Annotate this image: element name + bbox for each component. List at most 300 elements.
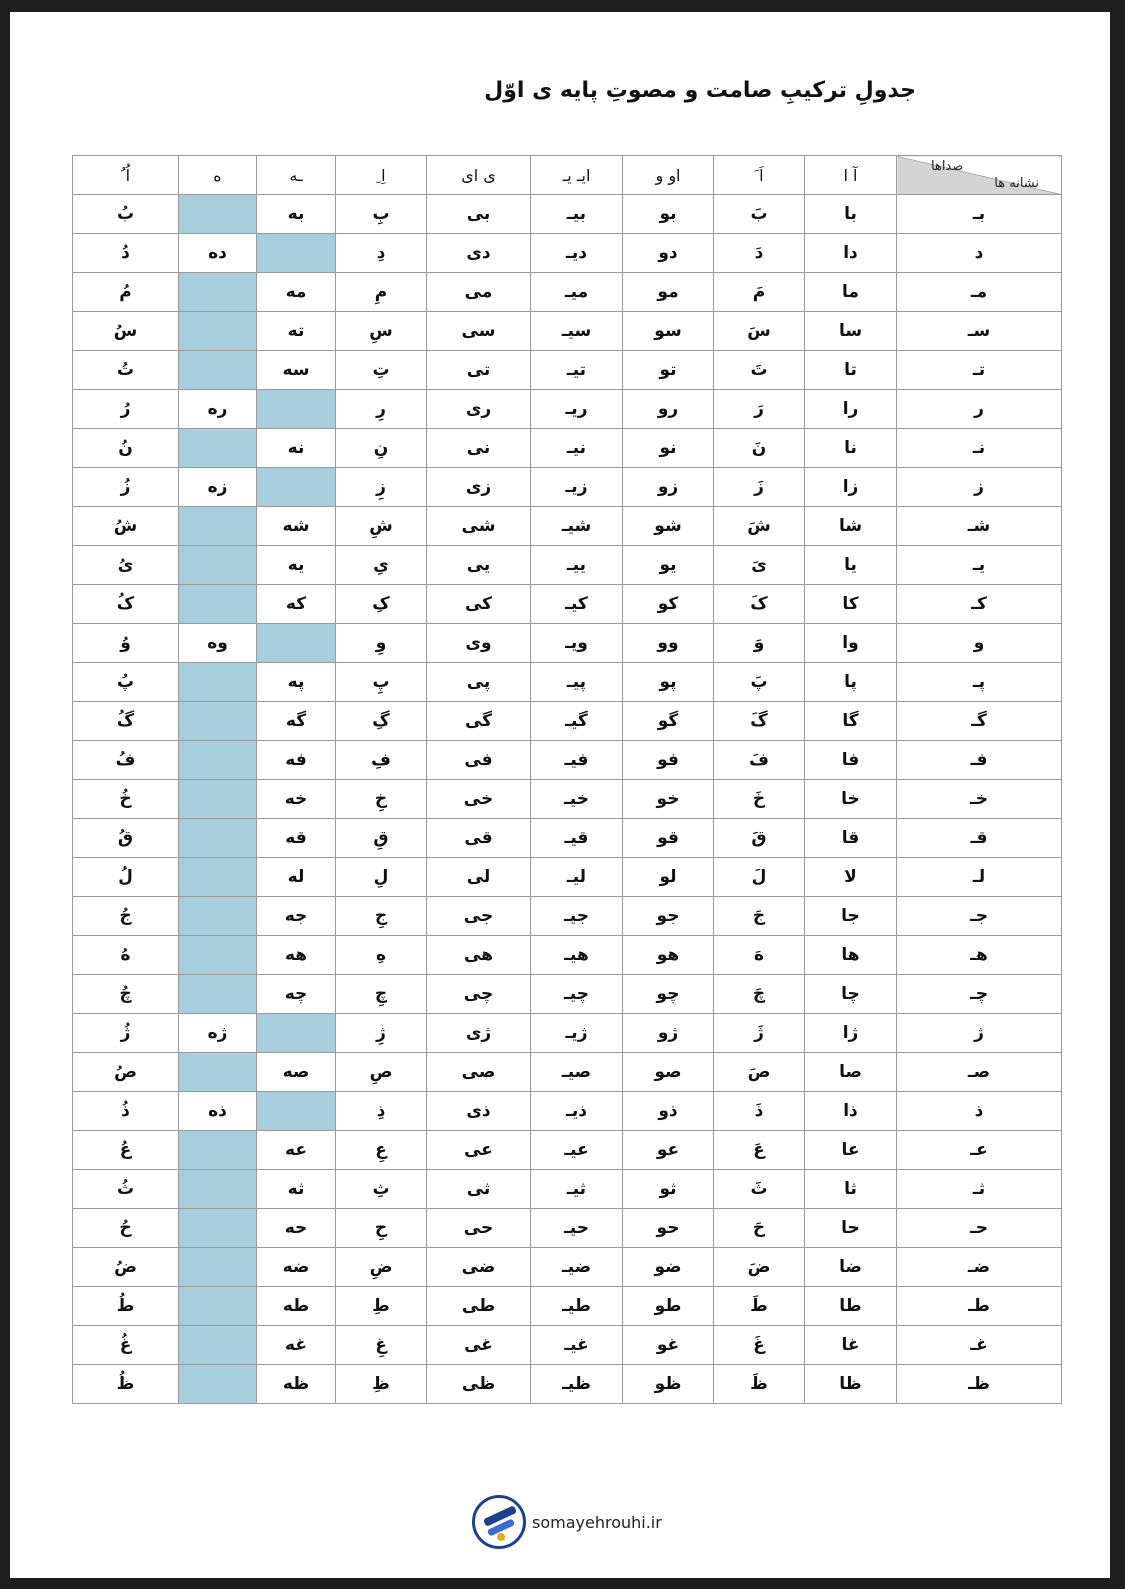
table-row [73,702,1062,741]
syllable-cell: پا [805,663,897,702]
syllable-cell: ظَ [714,1365,805,1404]
consonant-cell: ثـ [897,1170,1062,1209]
syllable-cell: ژی [427,1014,531,1053]
syllable-cell: مو [623,273,714,312]
syllable-cell: ضه [257,1248,336,1287]
document-page [10,12,1110,1578]
syllable-cell: ذَ [714,1092,805,1131]
syllable-cell: زی [427,468,531,507]
shaded-empty-cell [179,741,257,780]
syllable-cell: خو [623,780,714,819]
syllable-cell: هیـ [531,936,623,975]
syllable-cell: گی [427,702,531,741]
syllable-cell: تِ [336,351,427,390]
syllable-cell: یو [623,546,714,585]
shaded-empty-cell [179,429,257,468]
shaded-empty-cell [257,624,336,663]
syllable-cell: هه [257,936,336,975]
syllable-cell: ده [179,234,257,273]
syllable-cell: زو [623,468,714,507]
syllable-cell: غِ [336,1326,427,1365]
consonant-cell: ز [897,468,1062,507]
syllable-cell: پیـ [531,663,623,702]
footer [472,1495,662,1549]
syllable-cell: دُ [73,234,179,273]
syllable-cell: غُ [73,1326,179,1365]
syllable-cell: ضیـ [531,1248,623,1287]
syllable-cell: صه [257,1053,336,1092]
consonant-cell: مـ [897,273,1062,312]
syllable-cell: وی [427,624,531,663]
consonant-cell: عـ [897,1131,1062,1170]
syllable-cell: شیـ [531,507,623,546]
syllable-cell: ویـ [531,624,623,663]
syllable-cell: قُ [73,819,179,858]
syllable-cell: شُ [73,507,179,546]
syllable-cell: رو [623,390,714,429]
syllable-cell: شا [805,507,897,546]
syllable-cell: حُ [73,1209,179,1248]
syllable-cell: زه [179,468,257,507]
syllable-cell: یِ [336,546,427,585]
syllable-cell: جیـ [531,897,623,936]
syllable-cell: ذُ [73,1092,179,1131]
syllable-cell: می [427,273,531,312]
syllable-cell: زیـ [531,468,623,507]
syllable-cell: ذیـ [531,1092,623,1131]
syllable-cell: تی [427,351,531,390]
syllable-cell: عَ [714,1131,805,1170]
table-row [73,819,1062,858]
shaded-empty-cell [179,663,257,702]
syllable-cell: غو [623,1326,714,1365]
syllable-cell: بُ [73,195,179,234]
syllable-cell: دو [623,234,714,273]
syllable-cell: ضا [805,1248,897,1287]
syllable-cell: مَ [714,273,805,312]
table-row [73,585,1062,624]
syllable-cell: نیـ [531,429,623,468]
syllable-cell: کِ [336,585,427,624]
syllable-cell: خِ [336,780,427,819]
syllable-cell: صِ [336,1053,427,1092]
syllable-cell: ژِ [336,1014,427,1053]
shaded-empty-cell [179,546,257,585]
syllable-cell: دِ [336,234,427,273]
table-row [73,1131,1062,1170]
syllable-cell: غه [257,1326,336,1365]
shaded-empty-cell [179,195,257,234]
consonant-cell: ذ [897,1092,1062,1131]
syllable-cell: ذی [427,1092,531,1131]
syllable-cell: لا [805,858,897,897]
syllable-cell: خه [257,780,336,819]
syllable-cell: ژیـ [531,1014,623,1053]
syllable-cell: مُ [73,273,179,312]
syllable-cell: شَ [714,507,805,546]
syllable-cell: نا [805,429,897,468]
consonant-cell: پـ [897,663,1062,702]
table-row [73,975,1062,1014]
table-row [73,390,1062,429]
syllable-cell: لَ [714,858,805,897]
syllable-cell: ظا [805,1365,897,1404]
consonant-cell: چـ [897,975,1062,1014]
syllable-cell: جَ [714,897,805,936]
syllable-cell: کُ [73,585,179,624]
syllable-cell: طه [257,1287,336,1326]
syllable-cell: ژو [623,1014,714,1053]
syllable-cell: شی [427,507,531,546]
syllable-cell: طُ [73,1287,179,1326]
syllable-cell: رُ [73,390,179,429]
shaded-empty-cell [179,1131,257,1170]
syllable-cell: دَ [714,234,805,273]
syllable-cell: وا [805,624,897,663]
syllable-cell: ژُ [73,1014,179,1053]
syllable-cell: را [805,390,897,429]
syllable-cell: صی [427,1053,531,1092]
syllable-cell: طی [427,1287,531,1326]
syllable-cell: ثُ [73,1170,179,1209]
syllable-cell: نِ [336,429,427,468]
syllable-cell: طِ [336,1287,427,1326]
syllable-cell: ذِ [336,1092,427,1131]
syllable-cell: وُ [73,624,179,663]
shaded-empty-cell [179,1053,257,1092]
syllable-cell: یا [805,546,897,585]
consonant-cell: ر [897,390,1062,429]
table-row [73,1365,1062,1404]
syllable-cell: عو [623,1131,714,1170]
table-row [73,1209,1062,1248]
syllable-cell: با [805,195,897,234]
syllable-cell: صَ [714,1053,805,1092]
syllable-cell: قو [623,819,714,858]
syllable-cell: صُ [73,1053,179,1092]
syllable-cell: خُ [73,780,179,819]
syllable-cell: گِ [336,702,427,741]
syllable-cell: طو [623,1287,714,1326]
syllable-cell: صیـ [531,1053,623,1092]
syllable-cell: پی [427,663,531,702]
syllable-cell: پُ [73,663,179,702]
syllable-cell: فا [805,741,897,780]
syllable-cell: غَ [714,1326,805,1365]
syllable-cell: ثا [805,1170,897,1209]
syllable-cell: زِ [336,468,427,507]
syllable-cell: رَ [714,390,805,429]
syllable-cell: غی [427,1326,531,1365]
syllable-cell: گو [623,702,714,741]
shaded-empty-cell [179,585,257,624]
consonant-cell: ضـ [897,1248,1062,1287]
syllable-cell: حی [427,1209,531,1248]
syllable-cell: رِ [336,390,427,429]
syllable-cell: جی [427,897,531,936]
syllable-cell: دا [805,234,897,273]
syllable-cell: حیـ [531,1209,623,1248]
syllable-cell: مِ [336,273,427,312]
consonant-cell: و [897,624,1062,663]
syllable-cell: شِ [336,507,427,546]
syllable-cell: ژَ [714,1014,805,1053]
syllable-cell: فیـ [531,741,623,780]
syllable-cell: لِ [336,858,427,897]
column-header: آ ا [805,156,897,195]
syllable-cell: نُ [73,429,179,468]
syllable-cell: کی [427,585,531,624]
table-row [73,1092,1062,1131]
syllable-cell: ثه [257,1170,336,1209]
syllable-cell: زَ [714,468,805,507]
table-row [73,897,1062,936]
syllable-cell: سُ [73,312,179,351]
syllable-cell: ظُ [73,1365,179,1404]
shaded-empty-cell [179,1170,257,1209]
syllable-cell: گیـ [531,702,623,741]
table-row [73,1014,1062,1053]
syllable-cell: ضو [623,1248,714,1287]
syllable-cell: جا [805,897,897,936]
syllable-cell: ره [179,390,257,429]
syllable-cell: کَ [714,585,805,624]
syllable-cell: پو [623,663,714,702]
syllable-cell: لی [427,858,531,897]
corner-header-cell [897,156,1062,195]
consonant-cell: صـ [897,1053,1062,1092]
syllable-cell: غیـ [531,1326,623,1365]
syllable-cell: سو [623,312,714,351]
syllable-cell: تو [623,351,714,390]
syllable-cell: فی [427,741,531,780]
syllable-cell: چا [805,975,897,1014]
table-row [73,507,1062,546]
syllable-cell: گُ [73,702,179,741]
shaded-empty-cell [179,780,257,819]
column-header: ه [179,156,257,195]
consonant-cell: ژ [897,1014,1062,1053]
consonant-cell: یـ [897,546,1062,585]
shaded-empty-cell [257,468,336,507]
consonant-cell: شـ [897,507,1062,546]
syllable-cell: ثو [623,1170,714,1209]
syllable-cell: قَ [714,819,805,858]
consonant-cell: نـ [897,429,1062,468]
syllable-cell: وه [179,624,257,663]
syllable-cell: ری [427,390,531,429]
syllable-cell: چَ [714,975,805,1014]
syllable-cell: په [257,663,336,702]
syllable-cell: عی [427,1131,531,1170]
table-row [73,429,1062,468]
syllable-cell: ثَ [714,1170,805,1209]
syllable-cell: نه [257,429,336,468]
syllable-cell: سا [805,312,897,351]
syllable-cell: صا [805,1053,897,1092]
shaded-empty-cell [257,1014,336,1053]
syllable-cell: ریـ [531,390,623,429]
syllable-cell: ییـ [531,546,623,585]
syllable-cell: هَ [714,936,805,975]
syllable-cell: ظو [623,1365,714,1404]
column-header: او و [623,156,714,195]
syllable-cell: نَ [714,429,805,468]
syllable-cell: ظی [427,1365,531,1404]
syllable-cell: جو [623,897,714,936]
syllable-cell: عه [257,1131,336,1170]
syllable-cell: ضُ [73,1248,179,1287]
table-row [73,858,1062,897]
syllable-cell: گا [805,702,897,741]
column-header: ایـ یـ [531,156,623,195]
syllable-cell: ثی [427,1170,531,1209]
syllable-cell: به [257,195,336,234]
syllable-cell: عُ [73,1131,179,1170]
website-url[interactable]: somayehrouhi.ir [532,1512,662,1532]
syllable-cell: ذو [623,1092,714,1131]
syllable-cell: تا [805,351,897,390]
syllable-cell: چُ [73,975,179,1014]
syllable-cell: ظیـ [531,1365,623,1404]
syllable-cell: پَ [714,663,805,702]
syllable-cell: حِ [336,1209,427,1248]
syllable-cell: کو [623,585,714,624]
shaded-empty-cell [179,1209,257,1248]
shaded-empty-cell [179,858,257,897]
syllable-cell: کیـ [531,585,623,624]
syllable-cell: زُ [73,468,179,507]
table-row [73,1170,1062,1209]
syllable-cell: وِ [336,624,427,663]
shaded-empty-cell [257,1092,336,1131]
syllable-cell: یَ [714,546,805,585]
syllable-cell: فو [623,741,714,780]
syllable-cell: سی [427,312,531,351]
shaded-empty-cell [179,936,257,975]
syllable-cell: نی [427,429,531,468]
syllable-cell: خَ [714,780,805,819]
syllable-cell: پِ [336,663,427,702]
shaded-empty-cell [179,819,257,858]
signs-label: نشانه ها [994,176,1039,191]
syllable-cell: هُ [73,936,179,975]
shaded-empty-cell [179,1326,257,1365]
syllable-cell: چیـ [531,975,623,1014]
syllable-cell: وَ [714,624,805,663]
shaded-empty-cell [179,702,257,741]
shaded-empty-cell [179,897,257,936]
syllable-cell: مه [257,273,336,312]
syllable-cell: طیـ [531,1287,623,1326]
consonant-cell: طـ [897,1287,1062,1326]
syllable-cell: عِ [336,1131,427,1170]
syllable-cell: قِ [336,819,427,858]
syllable-cell: لیـ [531,858,623,897]
shaded-empty-cell [179,1365,257,1404]
column-header: اُ ُ [73,156,179,195]
header-row [73,156,1062,195]
syllable-cell: بَ [714,195,805,234]
syllable-cell: چِ [336,975,427,1014]
syllable-cell: طا [805,1287,897,1326]
syllable-cell: فُ [73,741,179,780]
consonant-cell: کـ [897,585,1062,624]
shaded-empty-cell [179,1248,257,1287]
syllable-cell: قه [257,819,336,858]
syllable-cell: ضَ [714,1248,805,1287]
syllable-cell: ذا [805,1092,897,1131]
consonant-cell: گـ [897,702,1062,741]
syllable-cell: حه [257,1209,336,1248]
syllable-cell: زا [805,468,897,507]
table-row [73,312,1062,351]
consonant-cell: ظـ [897,1365,1062,1404]
syllable-cell: ژه [179,1014,257,1053]
syllable-cell: تیـ [531,351,623,390]
table-row [73,195,1062,234]
consonant-cell: د [897,234,1062,273]
page-title: جدولِ ترکیبِ صامت و مصوتِ پایه ی اوّل [484,78,916,103]
column-header: اَ َ [714,156,805,195]
syllable-cell: فِ [336,741,427,780]
syllable-cell: ژا [805,1014,897,1053]
shaded-empty-cell [179,507,257,546]
shaded-empty-cell [179,975,257,1014]
syllable-cell: له [257,858,336,897]
consonant-cell: غـ [897,1326,1062,1365]
consonant-cell: حـ [897,1209,1062,1248]
syllable-cell: دی [427,234,531,273]
syllable-table [72,155,1062,1404]
syllable-cell: ما [805,273,897,312]
table-row [73,780,1062,819]
table-row [73,234,1062,273]
consonant-cell: سـ [897,312,1062,351]
table-row [73,663,1062,702]
column-header: ی ای [427,156,531,195]
syllable-cell: ثیـ [531,1170,623,1209]
syllable-cell: عیـ [531,1131,623,1170]
site-logo-icon [472,1495,526,1549]
shaded-empty-cell [179,1287,257,1326]
syllable-cell: غا [805,1326,897,1365]
consonant-cell: بـ [897,195,1062,234]
consonant-cell: خـ [897,780,1062,819]
sounds-label: صداها [931,159,964,174]
syllable-cell: تَ [714,351,805,390]
table-row [73,624,1062,663]
syllable-cell: تُ [73,351,179,390]
syllable-cell: فه [257,741,336,780]
syllable-cell: چه [257,975,336,1014]
shaded-empty-cell [179,312,257,351]
consonant-cell: جـ [897,897,1062,936]
syllable-cell: بیـ [531,195,623,234]
table-row [73,1287,1062,1326]
syllable-cell: ها [805,936,897,975]
syllable-cell: قا [805,819,897,858]
syllable-cell: یی [427,546,531,585]
table-body [73,195,1062,1404]
table-row [73,351,1062,390]
syllable-cell: چی [427,975,531,1014]
syllable-cell: میـ [531,273,623,312]
syllable-cell: چو [623,975,714,1014]
table-row [73,1248,1062,1287]
table-row [73,546,1062,585]
consonant-cell: فـ [897,741,1062,780]
